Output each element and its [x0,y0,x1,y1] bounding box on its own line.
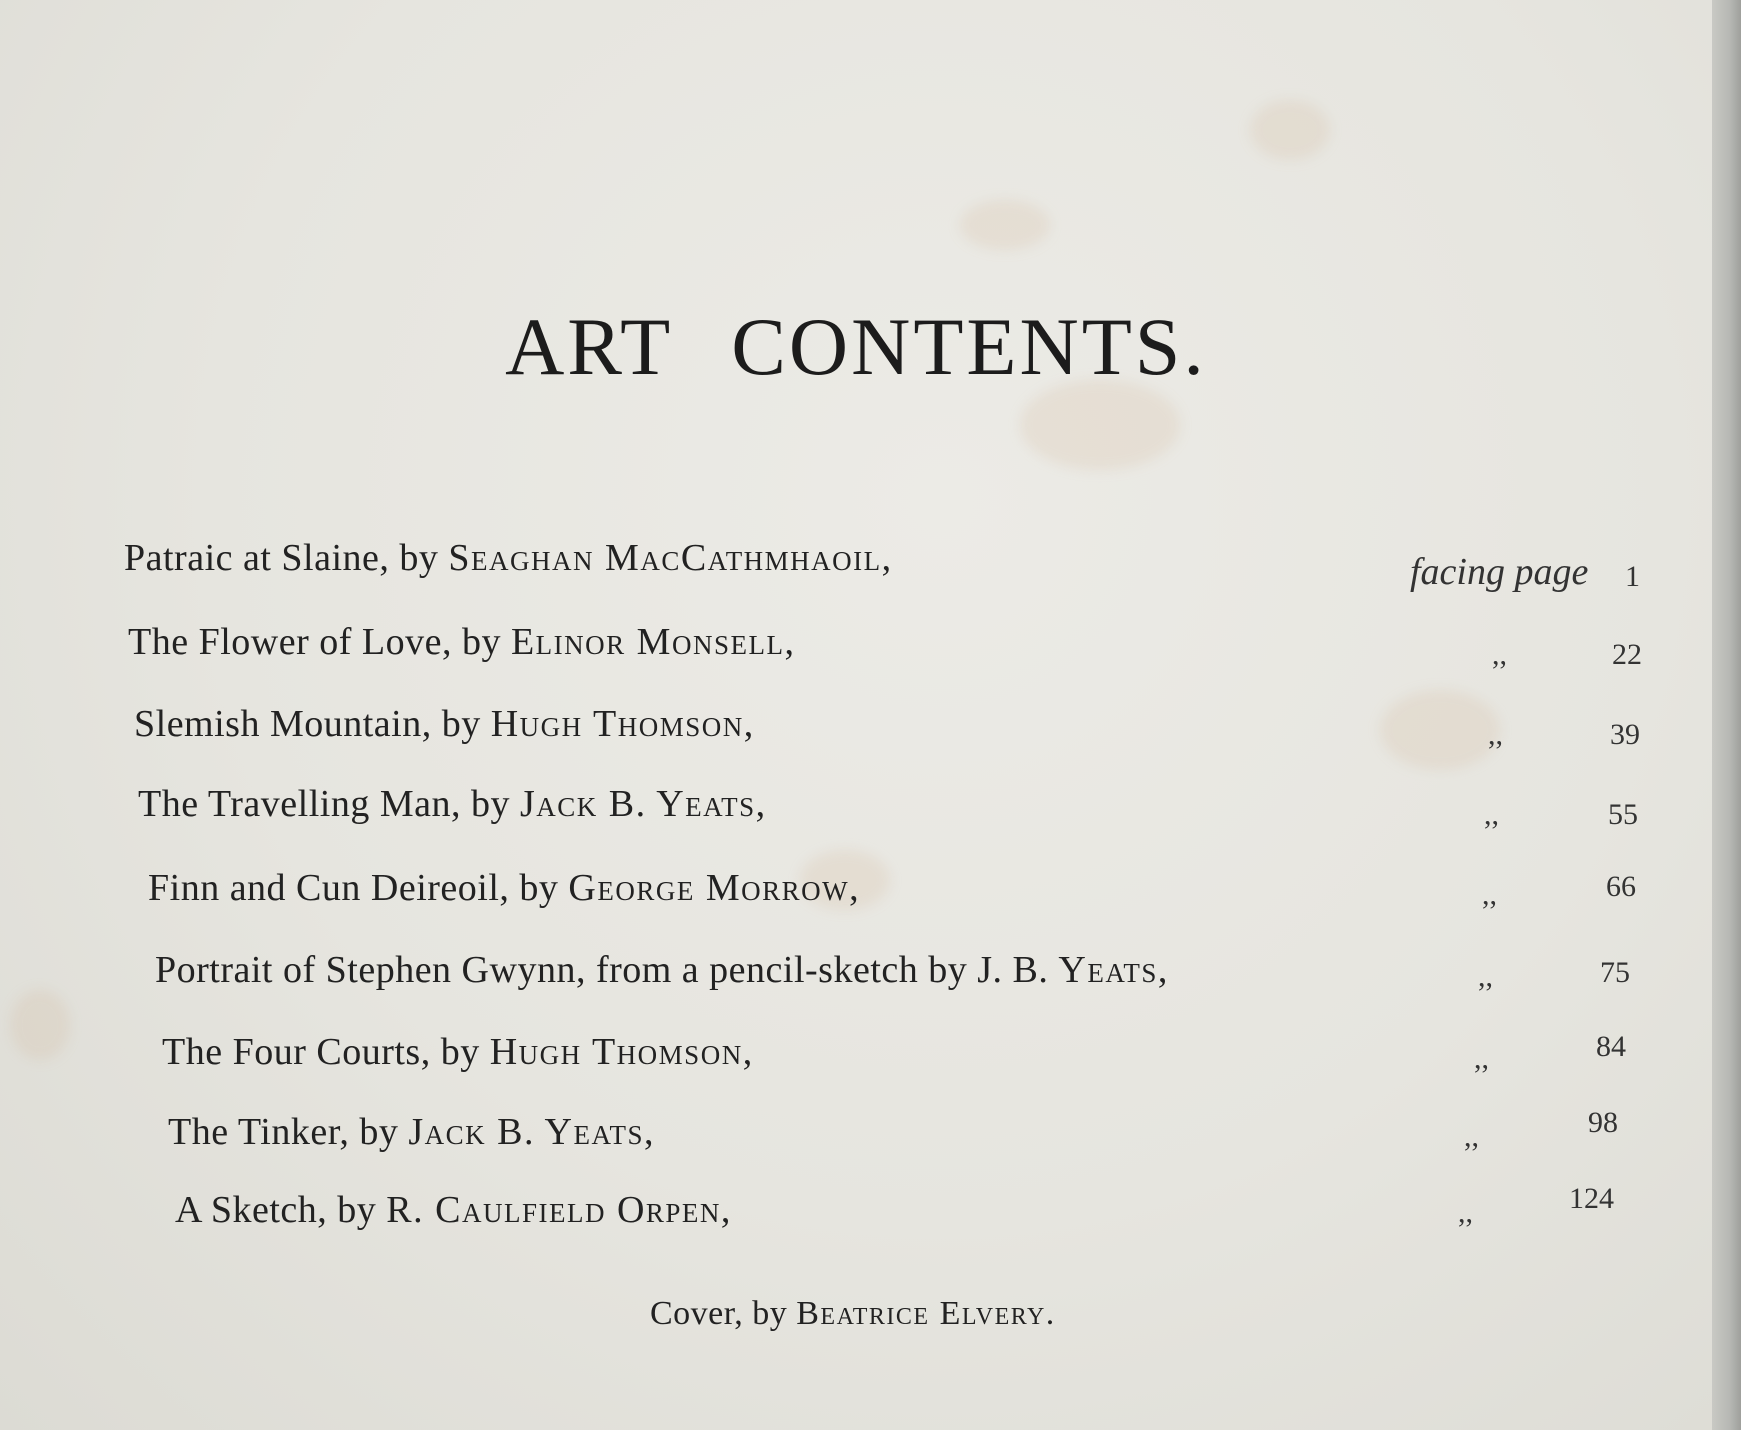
foxing-stain [1380,690,1500,770]
entry-artist: Elinor Monsell, [510,621,796,663]
entry-artist: Seaghan MacCathmhaoil, [448,537,893,579]
page-number: 98 [1588,1106,1618,1139]
entry-title: The Flower of Love, by [128,621,511,663]
entry-title: Slemish Mountain, by [134,703,491,745]
entry-title: Patraic at Slaine, by [124,537,449,579]
contents-entry [175,1188,732,1248]
page-number: 55 [1608,798,1638,831]
entry-artist: George Morrow, [568,867,861,909]
contents-entry [162,1030,754,1090]
page-number: 66 [1606,870,1636,903]
ditto-mark: ,, [1464,1120,1479,1153]
page-number: 84 [1596,1030,1626,1063]
ditto-mark: ,, [1492,638,1507,671]
contents-entry [128,620,795,680]
entry-artist: Hugh Thomson, [489,1031,754,1073]
contents-entry [155,948,1169,1008]
entry-title: The Travelling Man, by [138,783,520,825]
contents-entry [168,1110,655,1170]
contents-entry [124,536,893,596]
entry-title: A Sketch, by [175,1189,387,1231]
ditto-mark: ,, [1484,798,1499,831]
ditto-mark: ,, [1474,1042,1489,1075]
ditto-mark: ,, [1458,1196,1473,1229]
book-edge [1712,0,1741,1430]
ditto-mark: ,, [1482,878,1497,911]
entry-title: Finn and Cun Deireoil, by [148,867,569,909]
contents-entry [138,782,767,842]
page-title: ART CONTENTS. [505,301,1207,392]
entry-artist: Hugh Thomson, [490,703,755,745]
ditto-mark: ,, [1488,718,1503,751]
foxing-stain [1250,100,1330,160]
page-number: 22 [1612,638,1642,671]
entry-artist: Jack B. Yeats, [408,1111,656,1153]
foxing-stain [10,990,70,1060]
cover-prefix: Cover, by [650,1295,797,1332]
entry-title: The Four Courts, by [162,1031,490,1073]
entry-artist: R. Caulfield Orpen, [386,1189,732,1231]
entry-artist: Jack B. Yeats, [519,783,767,825]
cover-credit [650,1295,1056,1333]
facing-page-label: facing page [1410,551,1589,593]
ditto-mark: ,, [1478,960,1493,993]
page-number: 1 [1625,560,1640,593]
page-number: 124 [1569,1182,1614,1215]
cover-artist: Beatrice Elvery. [796,1295,1056,1332]
entry-title: Portrait of Stephen Gwynn, from a pencil-sketch by J. B. [155,949,1059,991]
entry-artist: Yeats, [1058,949,1169,991]
contents-entry [134,702,755,762]
entry-title: The Tinker, by [168,1111,409,1153]
page-number: 39 [1610,718,1640,751]
page-number: 75 [1600,956,1630,989]
contents-entry [148,866,860,926]
foxing-stain [960,200,1050,250]
